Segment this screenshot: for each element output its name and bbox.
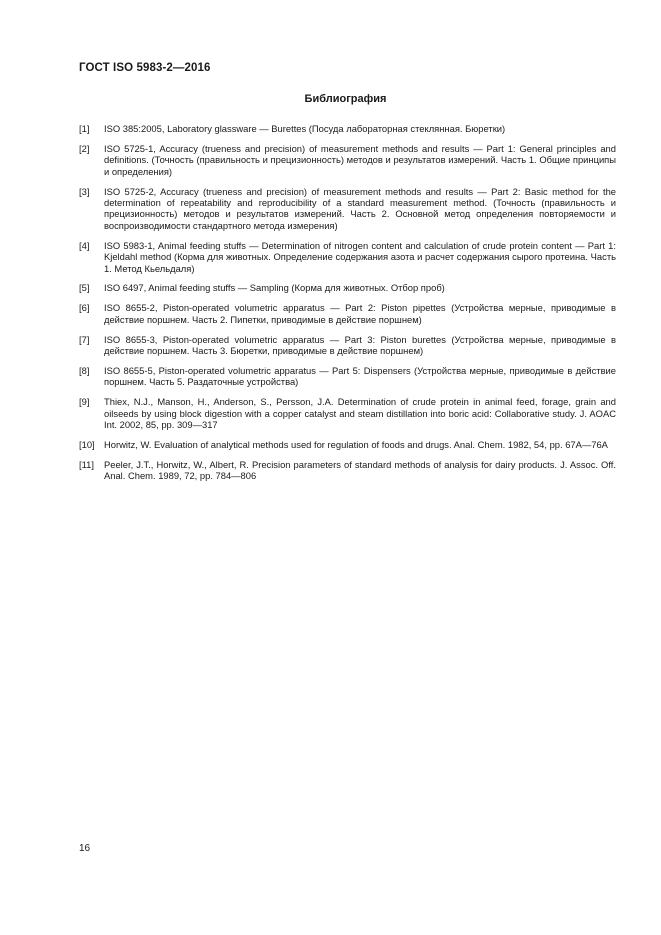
reference-text: Thiex, N.J., Manson, H., Anderson, S., Persson, J.A. Determination of crude protein in animal feed, forage, grain and oilseeds by using block digestion with a copper catalyst and steam distillation into boric acid: Collaborative study. J. AOAC Int. 2002, 85, pp. 309—317 xyxy=(104,396,616,431)
reference-item-1 xyxy=(79,123,616,134)
reference-item-8 xyxy=(79,365,616,388)
reference-number: [5] xyxy=(79,282,90,294)
reference-number: [1] xyxy=(79,123,90,134)
reference-number: [3] xyxy=(79,185,90,197)
reference-item-4 xyxy=(79,240,616,274)
reference-number: [4] xyxy=(79,239,90,251)
reference-item-7 xyxy=(79,334,616,357)
reference-number: [11] xyxy=(79,458,94,470)
reference-text: ISO 5725-1, Accuracy (trueness and precision) of measurement methods and results — Part 1: General principles and definitions. (Точность (правильность и прецизионность) методов и результатов измерений. Часть 1. Общие принципы и определения) xyxy=(104,142,616,177)
reference-item-10 xyxy=(79,439,616,450)
reference-text: ISO 8655-3, Piston-operated volumetric apparatus — Part 3: Piston burettes (Устройства мерные, приводимые в действие поршнем. Часть 3. Бюретки, приводимые в действие поршнем) xyxy=(104,333,616,357)
reference-number: [7] xyxy=(79,333,90,345)
reference-item-11 xyxy=(79,459,616,482)
reference-number: [8] xyxy=(79,365,90,376)
reference-item-3 xyxy=(79,186,616,232)
reference-item-6 xyxy=(79,302,616,325)
reference-item-5 xyxy=(79,282,616,293)
page-number: 16 xyxy=(79,843,91,854)
reference-text: ISO 385:2005, Laboratory glassware — Burettes (Посуда лабораторная стеклянная. Бюретки) xyxy=(104,123,506,134)
reference-text: Peeler, J.T., Horwitz, W., Albert, R. Precision parameters of standard methods of analysis for dairy products. J. Assoc. Off. Anal. Chem. 1989, 72, pp. 784—806 xyxy=(104,458,616,482)
bibliography-title: Библиография xyxy=(304,93,387,105)
reference-text: ISO 8655-5, Piston-operated volumetric apparatus — Part 5: Dispensers (Устройства мерные, приводимые в действие поршнем. Часть 5. Раздаточные устройства) xyxy=(104,365,616,388)
reference-item-9 xyxy=(79,396,616,430)
reference-text: Horwitz, W. Evaluation of analytical methods used for regulation of foods and drugs. Anal. Chem. 1982, 54, pp. 67A—76A xyxy=(104,439,608,451)
reference-number: [9] xyxy=(79,396,90,408)
reference-text: ISO 5725-2, Accuracy (trueness and precision) of measurement methods and results — Part 2: Basic method for the determination of repeatability and reproducibility of a standard measurement method. (Точность (правильность и прецизионность) методов и результатов измерений. Часть 2. Основной метод определения повторяемости и воспроизводимости стандартного метода измерения) xyxy=(104,185,616,231)
document-header-code: ГОСТ ISO 5983-2—2016 xyxy=(79,62,211,74)
reference-text: ISO 5983-1, Animal feeding stuffs — Determination of nitrogen content and calculation of crude protein content — Part 1: Kjeldahl method (Корма для животных. Определение содержания азота и расчет содержания сырого протеина. Часть 1. Метод Кьельдаля) xyxy=(104,239,616,274)
reference-item-2 xyxy=(79,143,616,177)
reference-number: [10] xyxy=(79,439,95,451)
reference-number: [6] xyxy=(79,302,90,314)
reference-list xyxy=(79,123,616,490)
reference-text: ISO 6497, Animal feeding stuffs — Sampling (Корма для животных. Отбор проб) xyxy=(104,282,445,294)
reference-text: ISO 8655-2, Piston-operated volumetric apparatus — Part 2: Piston pipettes (Устройства мерные, приводимые в действие поршнем. Часть 2. Пипетки, приводимые в действие поршнем) xyxy=(104,302,616,325)
reference-number: [2] xyxy=(79,142,90,154)
